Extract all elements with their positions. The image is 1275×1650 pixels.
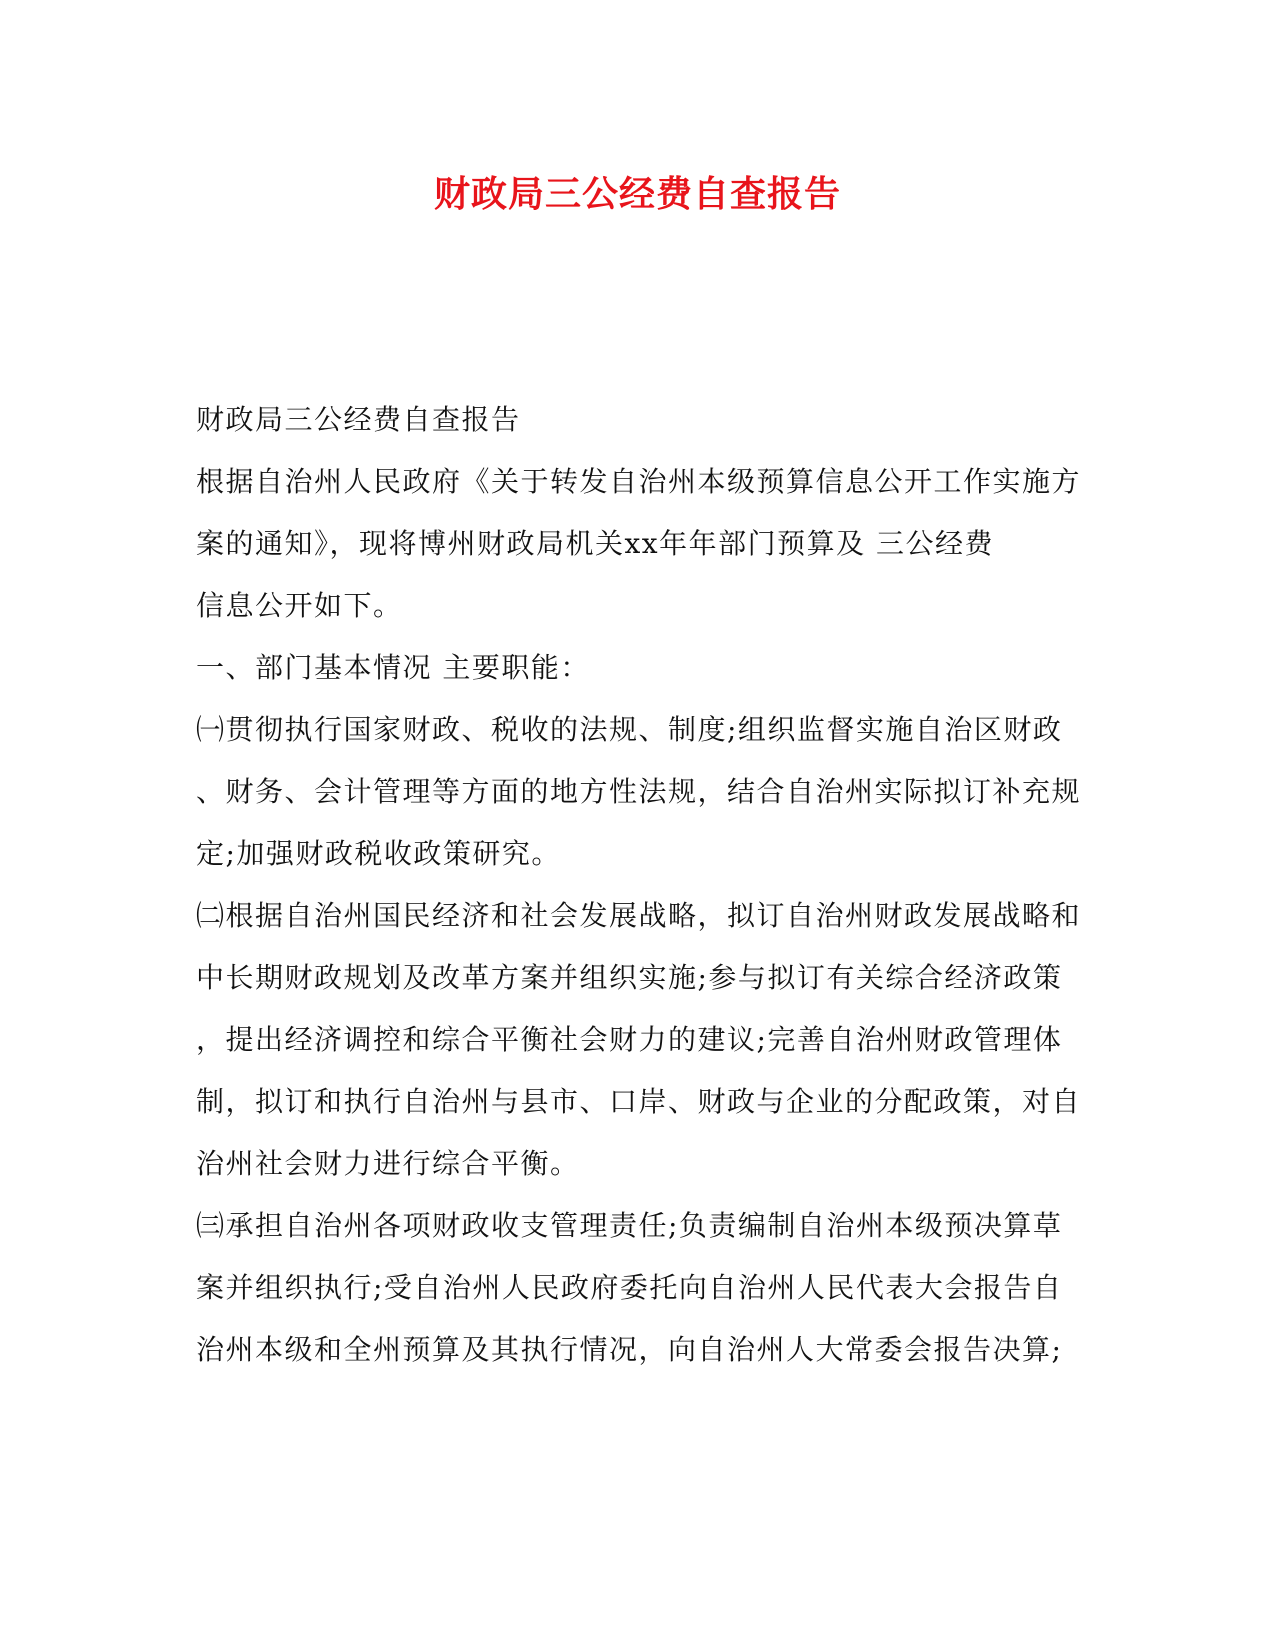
body-line: 信息公开如下。 [196, 589, 403, 622]
body-line: 治州本级和全州预算及其执行情况，向自治州人大常委会报告决算; [196, 1333, 1063, 1366]
body-line: 财政局三公经费自查报告 [196, 403, 521, 436]
body-line: ㈢承担自治州各项财政收支管理责任;负责编制自治州本级预决算草 [196, 1209, 1063, 1242]
body-line: 定;加强财政税收政策研究。 [196, 837, 561, 870]
body-line: ㈡根据自治州国民经济和社会发展战略，拟订自治州财政发展战略和 [196, 899, 1082, 932]
section-heading: 一、部门基本情况 主要职能： [196, 651, 590, 684]
body-line: ，提出经济调控和综合平衡社会财力的建议;完善自治州财政管理体 [196, 1023, 1063, 1056]
document-title: 财政局三公经费自查报告 [433, 173, 841, 215]
body-line: 制，拟订和执行自治州与县市、口岸、财政与企业的分配政策，对自 [196, 1085, 1082, 1118]
body-line: 根据自治州人民政府《关于转发自治州本级预算信息公开工作实施方 [196, 465, 1082, 498]
body-line: ㈠贯彻执行国家财政、税收的法规、制度;组织监督实施自治区财政 [196, 713, 1063, 746]
body-line: 、财务、会计管理等方面的地方性法规，结合自治州实际拟订补充规 [196, 775, 1082, 808]
body-line: 中长期财政规划及改革方案并组织实施;参与拟订有关综合经济政策 [196, 961, 1063, 994]
body-line: 案并组织执行;受自治州人民政府委托向自治州人民代表大会报告自 [196, 1271, 1063, 1304]
body-line: 治州社会财力进行综合平衡。 [196, 1147, 580, 1180]
body-line: 案的通知》，现将博州财政局机关xx年年部门预算及 三公经费 [196, 527, 994, 560]
